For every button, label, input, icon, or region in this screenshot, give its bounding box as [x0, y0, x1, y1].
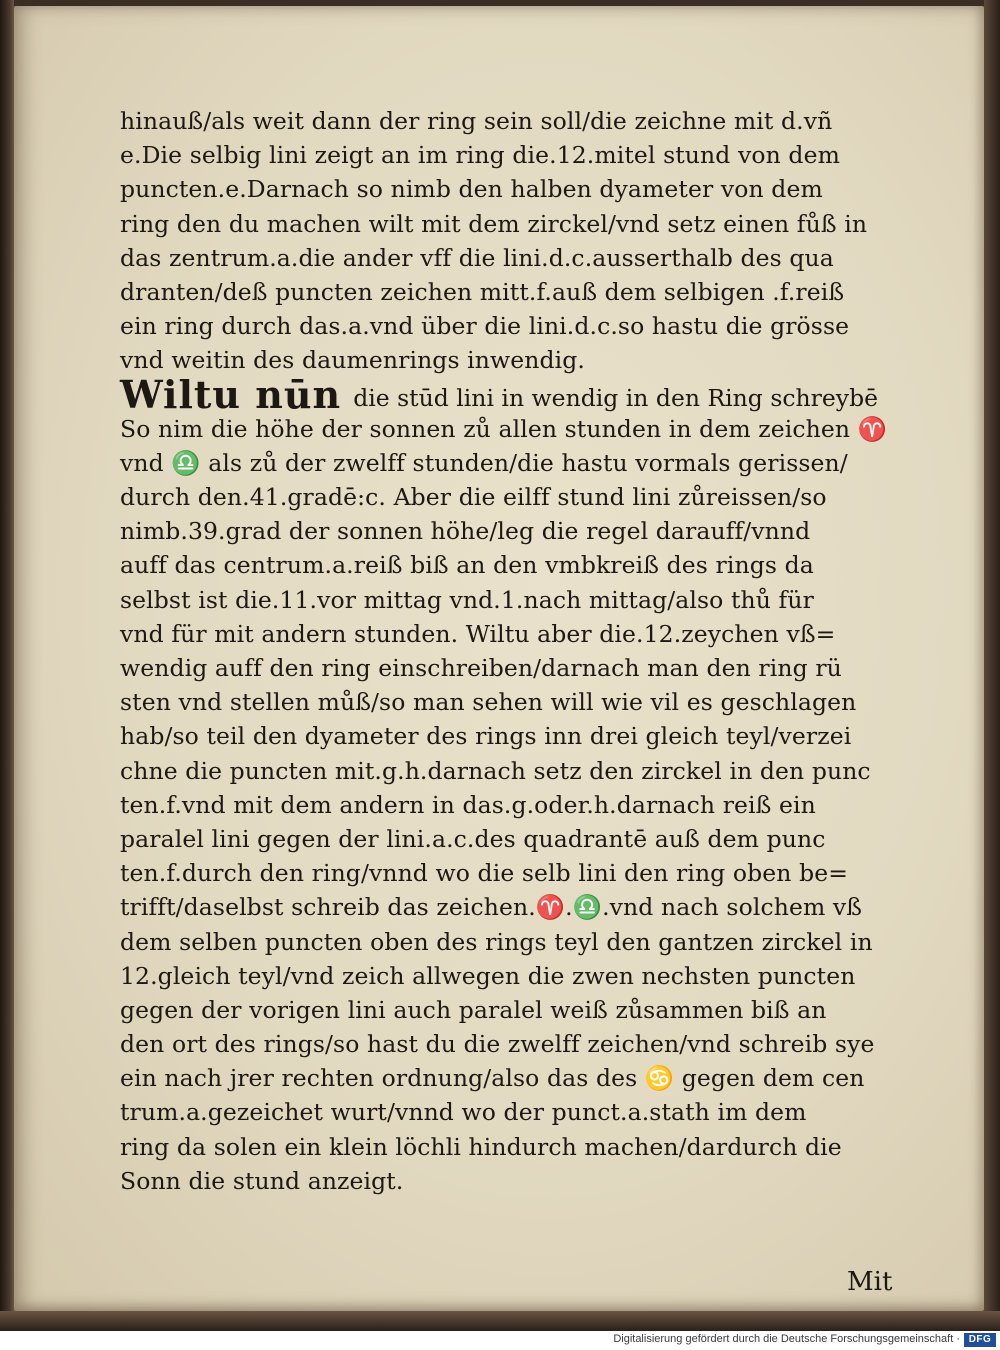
text-line: e.Die selbig lini zeigt an im ring die.12.mitel stund von dem — [120, 141, 840, 170]
text-line: ten.f.vnd mit dem andern in das.g.oder.h.darnach reiß ein — [120, 790, 816, 819]
funding-credit: Digitalisierung gefördert durch die Deutsche Forschungsgemeinschaft · — [613, 1333, 960, 1345]
body-text — [120, 104, 920, 1198]
text-line: durch den.41.gradē:c. Aber die eilff stund lini zůreissen/so — [120, 483, 827, 512]
text-line: selbst ist die.11.vor mittag vnd.1.nach mittag/also thů für — [120, 585, 814, 614]
text-line: So nim die höhe der sonnen zů allen stunden in dem zeichen ♈ — [120, 414, 888, 443]
text-line: trifft/daselbst schreib das zeichen.♈.♎.vnd nach solchem vß — [120, 893, 863, 922]
dfg-logo-icon: DFG — [964, 1333, 996, 1347]
text-line: hinauß/als weit dann der ring sein soll/die zeichne mit d.vñ — [120, 107, 833, 135]
footer-bar — [0, 1331, 1000, 1350]
text-line: puncten.e.Darnach so nimb den halben dyameter von dem — [120, 175, 823, 204]
initial-word: Wiltu nūn — [120, 371, 342, 417]
text-line: trum.a.gezeichet wurt/vnnd wo der punct.a.stath im dem — [120, 1098, 807, 1127]
text-line: vnd weitin des daumenrings inwendig. — [120, 346, 585, 375]
text-line: 12.gleich teyl/vnd zeich allwegen die zwen nechsten puncten — [120, 961, 856, 990]
text-line: ten.f.durch den ring/vnnd wo die selb lini den ring oben be= — [120, 859, 849, 888]
binding-edge-bottom — [0, 1311, 1000, 1331]
text-line: ring da solen ein klein löchli hindurch machen/dardurch die — [120, 1132, 842, 1161]
text-line: nimb.39.grad der sonnen höhe/leg die regel darauff/vnnd — [120, 517, 811, 546]
binding-edge-right — [984, 0, 1000, 1331]
text-line: vnd ♎ als zů der zwelff stunden/die hastu vormals gerissen/ — [120, 448, 848, 477]
text-line: Sonn die stund anzeigt. — [120, 1166, 404, 1195]
text-line: chne die puncten mit.g.h.darnach setz den zirckel in den punc — [120, 756, 871, 785]
binding-edge-left — [0, 0, 14, 1331]
text-line: sten vnd stellen můß/so man sehen will wie vil es geschlagen — [120, 688, 857, 717]
text-line: ein nach jrer rechten ordnung/also das des ♋ gegen dem cen — [120, 1064, 865, 1093]
text-line: auff das centrum.a.reiß biß an den vmbkreiß des rings da — [120, 551, 814, 580]
paper-page — [14, 6, 984, 1311]
text-line: ring den du machen wilt mit dem zirckel/vnd setz einen fůß in — [120, 209, 868, 238]
text-line: wendig auff den ring einschreiben/darnach man den ring rü — [120, 654, 842, 682]
text-line: dem selben puncten oben des rings teyl den gantzen zirckel in — [120, 927, 873, 956]
text-line: gegen der vorigen lini auch paralel weiß zůsammen biß an — [120, 995, 827, 1024]
section-opening-line — [120, 371, 920, 417]
catchword: Mit — [847, 1267, 893, 1297]
text-line: das zentrum.a.die ander vff die lini.d.c.ausserthalb des qua — [120, 243, 834, 272]
text-line: dranten/deß puncten zeichen mitt.f.auß dem selbigen .f.reiß — [120, 277, 845, 306]
text-line: paralel lini gegen der lini.a.c.des quadrantē auß dem punc — [120, 824, 826, 853]
text-line: ein ring durch das.a.vnd über die lini.d.c.so hastu die grösse — [120, 312, 850, 341]
text-line: hab/so teil den dyameter des rings inn drei gleich teyl/verzei — [120, 722, 852, 751]
text-line: die stūd lini in wendig in den Ring schreybē — [353, 383, 879, 412]
text-line: den ort des rings/so hast du die zwelff zeichen/vnd schreib sye — [120, 1030, 875, 1059]
text-line: vnd für mit andern stunden. Wiltu aber die.12.zeychen vß= — [120, 619, 836, 648]
